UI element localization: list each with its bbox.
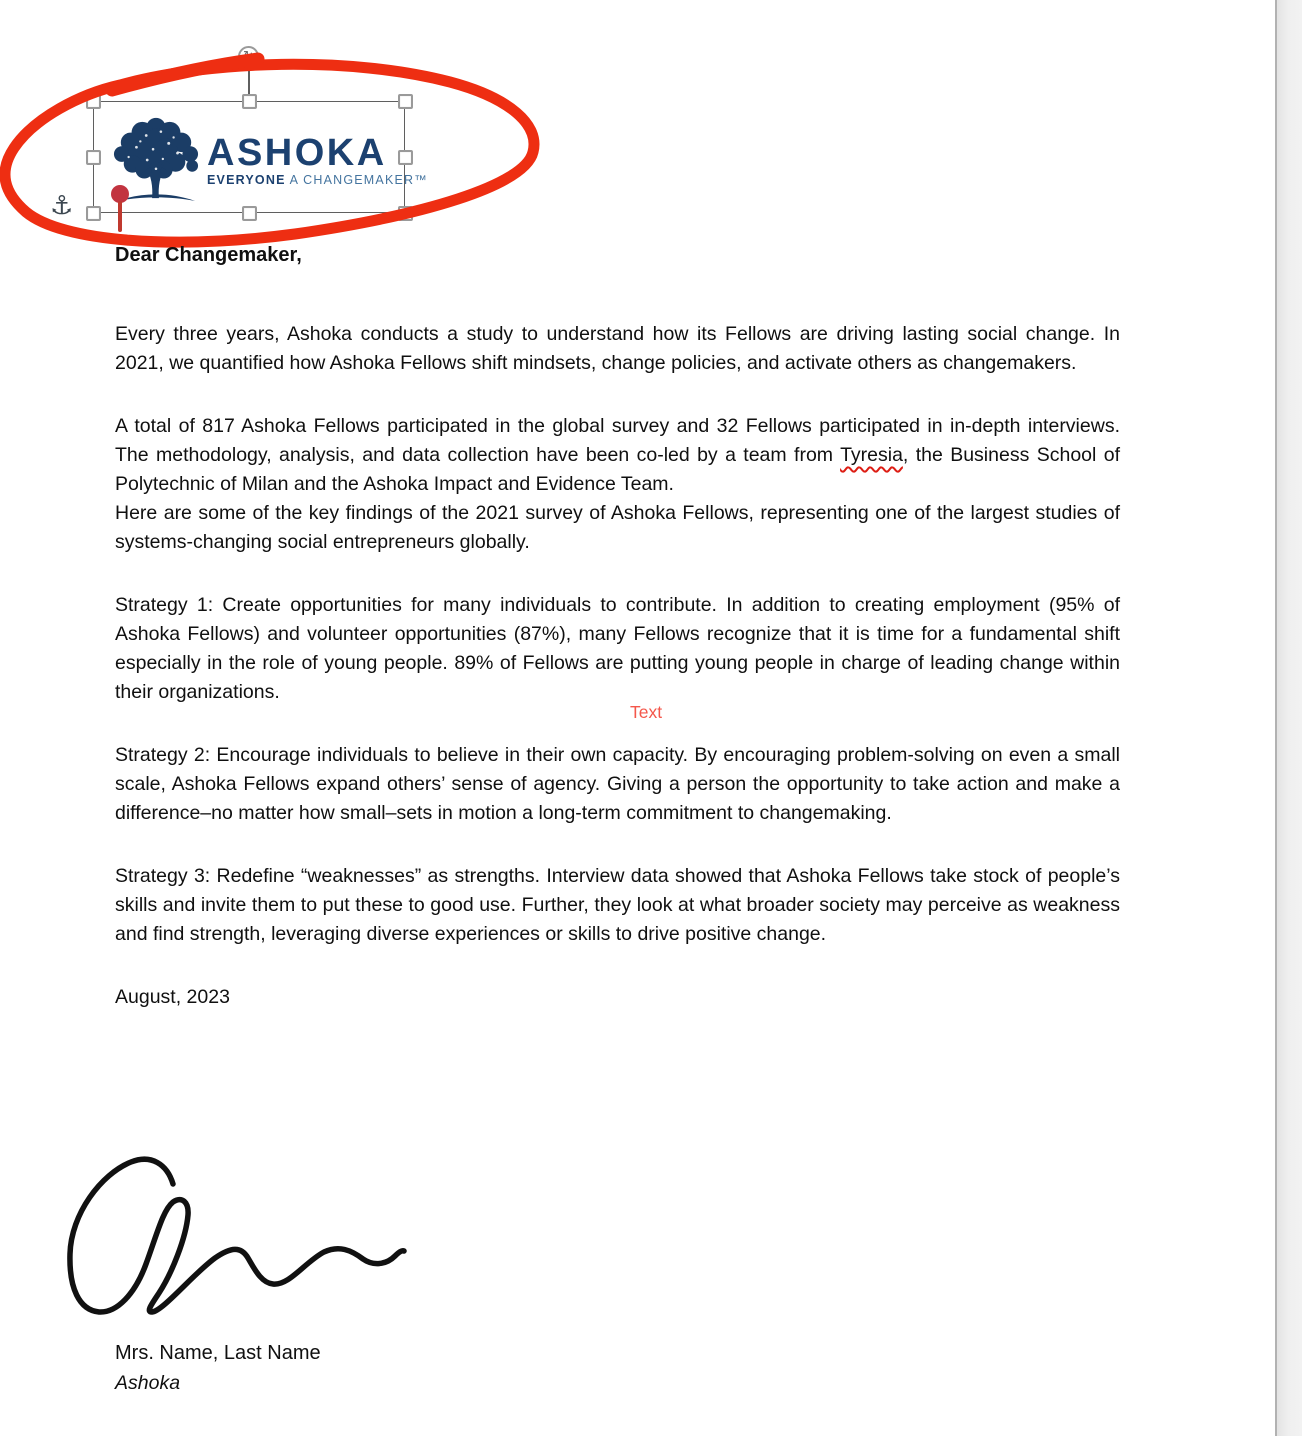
ashoka-brand-text: ASHOKA xyxy=(207,132,387,174)
survey-text-post: , the Business School of Polytechnic of Milan and the Ashoka Impact and Evidence Team. xyxy=(115,444,1120,495)
tagline-light-part: A CHANGEMAKER™ xyxy=(285,173,428,187)
survey-text-pre: A total of 817 Ashoka Fellows participated in the global survey and 32 Fellows participated in in-depth interviews. The methodology, analysis, and data collection have been co-led by a team from xyxy=(115,415,1120,466)
paragraph-findings[interactable]: Here are some of the key findings of the 2021 survey of Ashoka Fellows, representing one of the largest studies of systems-changing social entrepreneurs globally. xyxy=(115,502,1120,553)
paragraph-intro[interactable]: Every three years, Ashoka conducts a study to understand how its Fellows are driving lasting social change. In 2021, we quantified how Ashoka Fellows shift mindsets, change policies, and activate others as changemakers. xyxy=(115,323,1120,374)
tagline-bold-part: EVERYONE xyxy=(207,173,286,187)
paragraph-survey[interactable] xyxy=(115,412,1120,499)
paragraph-strategy-3[interactable]: Strategy 3: Redefine “weaknesses” as strengths. Interview data showed that Ashoka Fellows take stock of people’s skills and invite them to put these to good use. Further, they look at what broader society may perceive as weakness and find strength, leveraging diverse experiences or skills to drive positive change. xyxy=(115,865,1120,945)
anchor-icon[interactable]: ⚓ xyxy=(50,191,74,221)
paragraph-strategy-1[interactable]: Strategy 1: Create opportunities for many individuals to contribute. In addition to creating employment (95% of Ashoka Fellows) and volunteer opportunities (87%), many Fellows recognize that it is time for a fundamental shift especially in the role of young people. 89% of Fellows are putting young people in charge of leading change within their organizations. xyxy=(115,594,1120,703)
signature-org[interactable]: Ashoka xyxy=(115,1372,181,1394)
date-line[interactable]: August, 2023 xyxy=(115,986,230,1008)
letter-greeting[interactable]: Dear Changemaker, xyxy=(115,244,302,266)
signature-name[interactable]: Mrs. Name, Last Name xyxy=(115,1342,321,1364)
letter-body[interactable] xyxy=(115,320,1120,1046)
red-circle-annotation[interactable] xyxy=(0,0,560,270)
text-box-label[interactable]: Text xyxy=(630,702,663,722)
signature-image[interactable] xyxy=(55,1152,415,1332)
misspelled-word[interactable]: Tyresia xyxy=(840,444,903,466)
paragraph-strategy-2[interactable]: Strategy 2: Encourage individuals to believe in their own capacity. By encouraging problem-solving on even a small scale, Ashoka Fellows expand others’ sense of agency. Giving a person the opportunity to take action and make a difference–no matter how small–sets in motion a long-term commitment to changemaking. xyxy=(115,744,1120,824)
page-gutter xyxy=(1275,0,1302,1436)
rotate-glyph: ↻ xyxy=(243,48,254,63)
